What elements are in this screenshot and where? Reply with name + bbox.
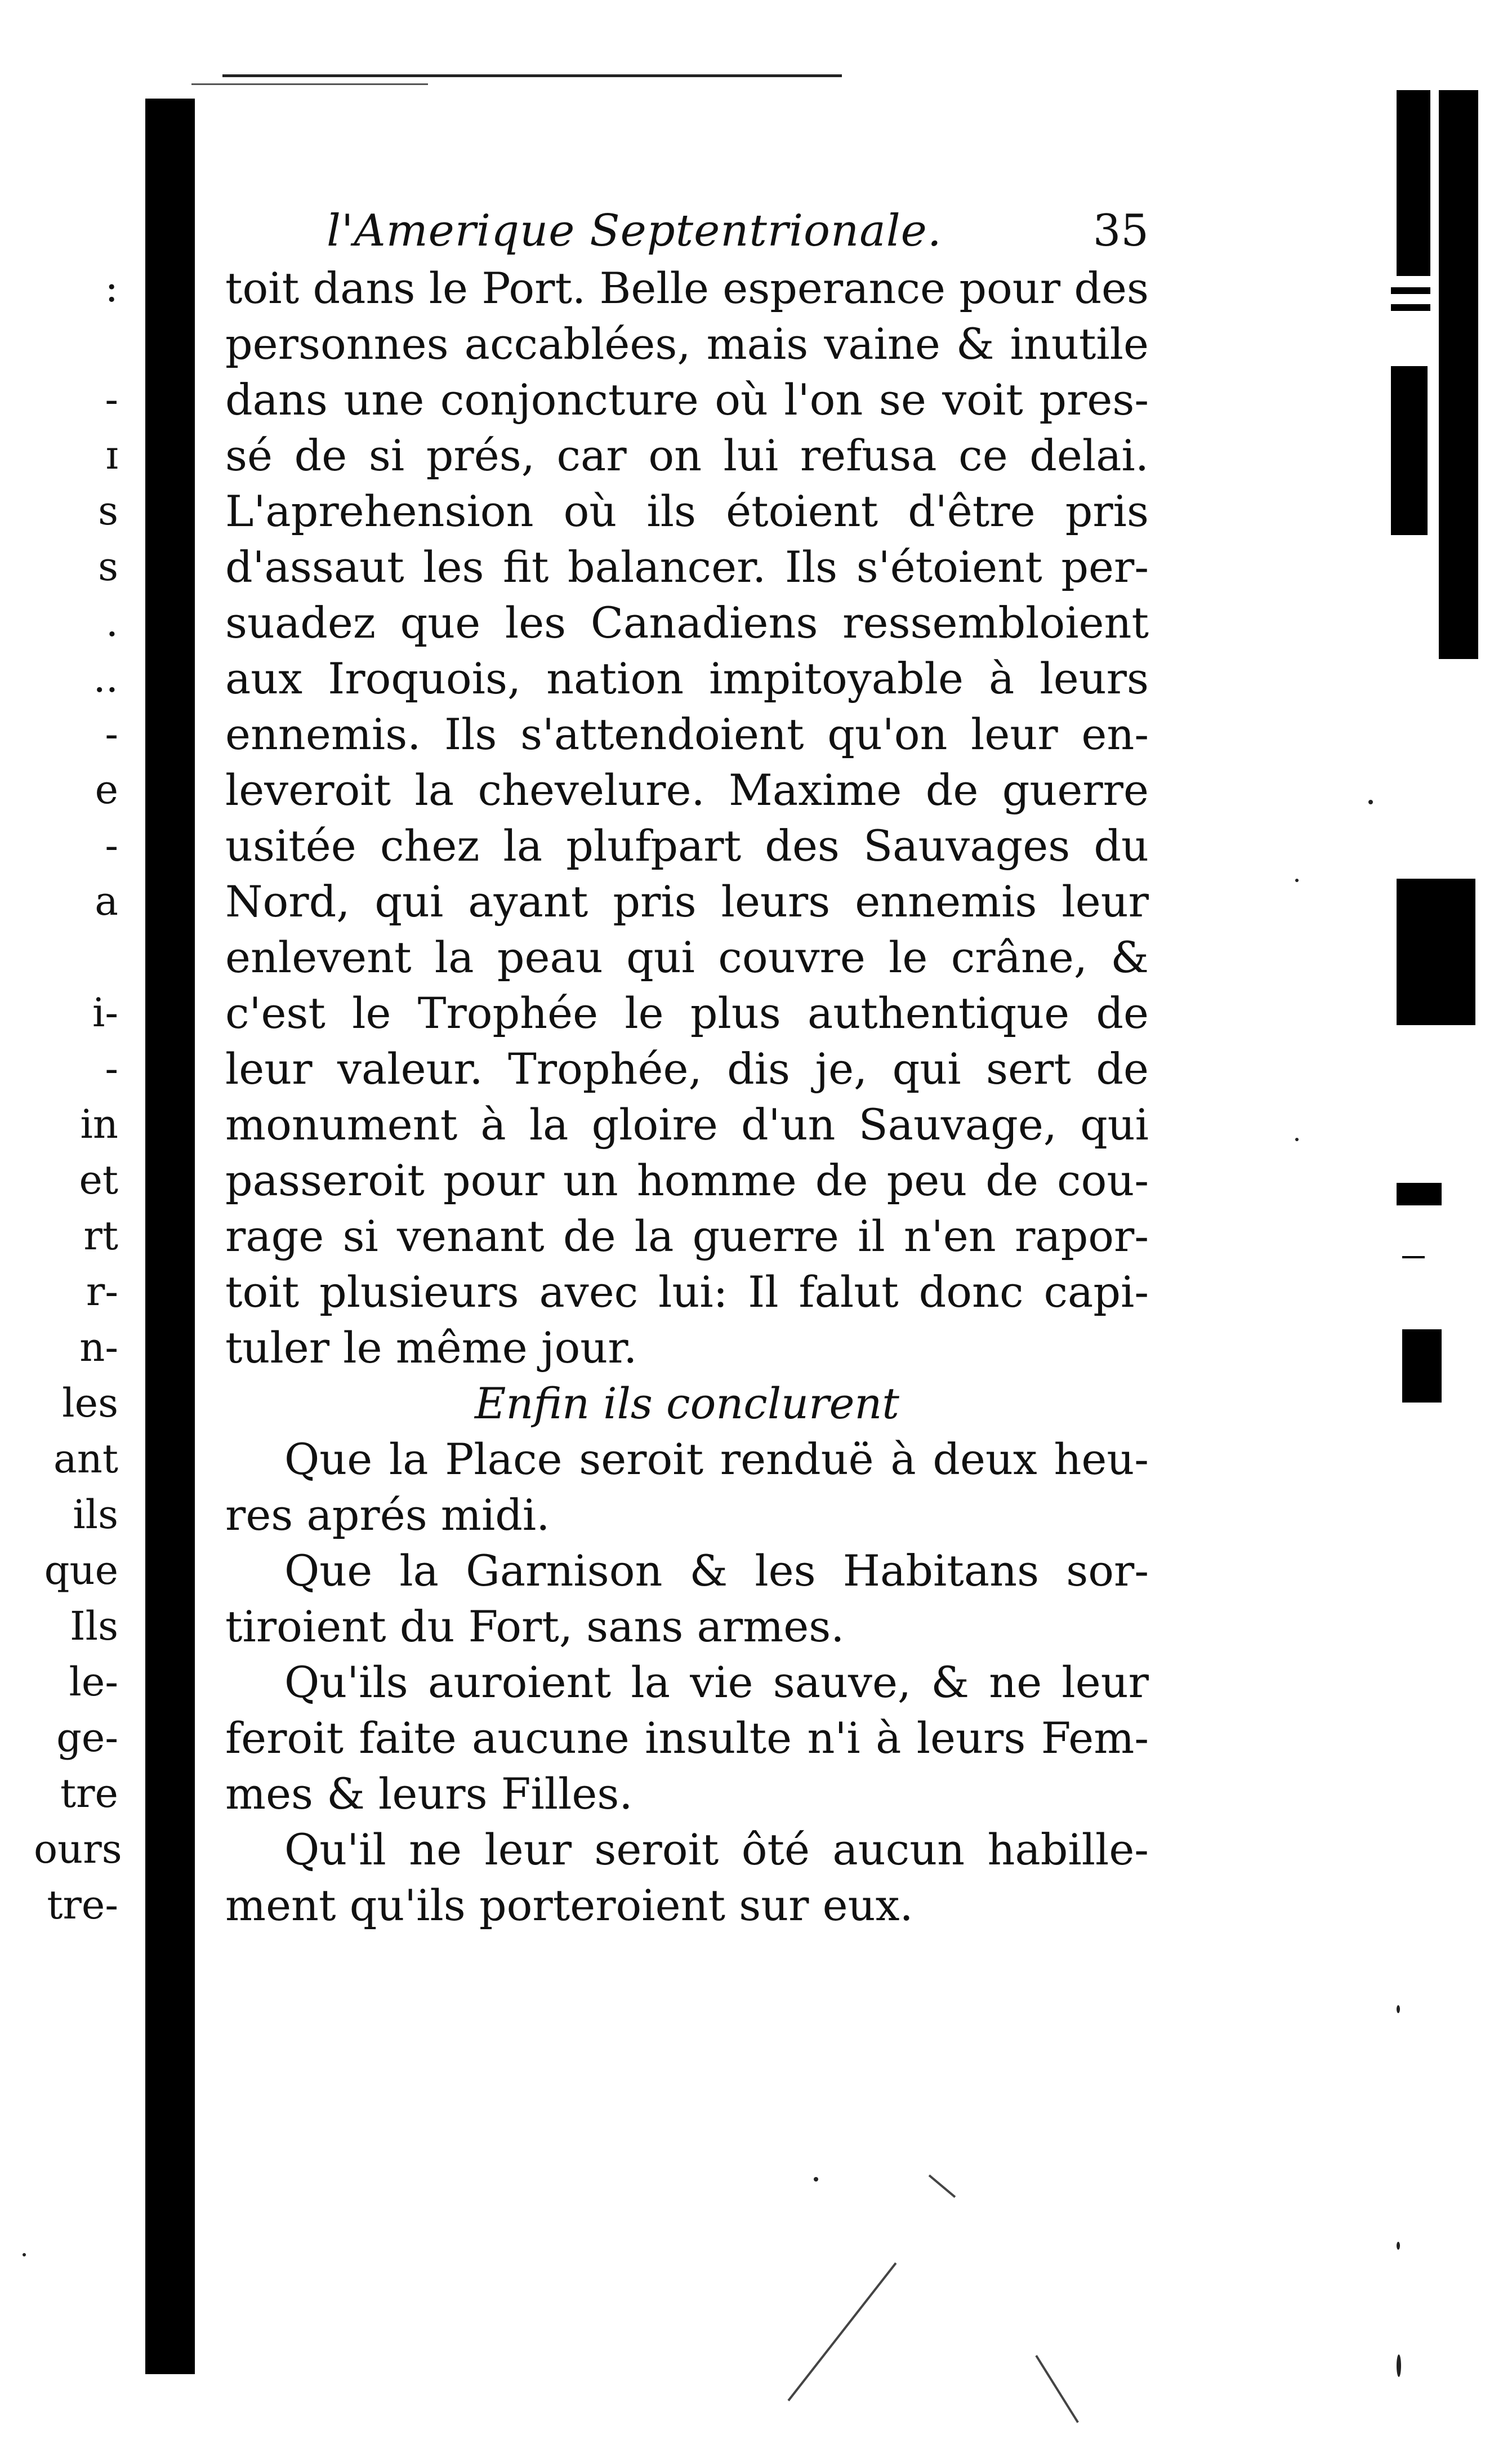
scan-speck bbox=[23, 2253, 26, 2256]
margin-fragment: tre- bbox=[47, 1882, 118, 1928]
text-line: personnes accablées, mais vaine & inutile bbox=[225, 319, 1149, 369]
text-line: tuler le même jour. bbox=[225, 1323, 637, 1373]
running-head bbox=[327, 203, 1149, 265]
text-line: ment qu'ils porteroient sur eux. bbox=[225, 1880, 913, 1930]
binding-gutter-shadow bbox=[145, 99, 195, 2374]
text-line: monument à la gloire d'un Sauvage, qui bbox=[225, 1099, 1149, 1150]
margin-fragment: Ils bbox=[70, 1603, 118, 1649]
text-line: d'assaut les fit balancer. Ils s'étoient per- bbox=[225, 542, 1149, 592]
margin-fragment: n- bbox=[79, 1324, 118, 1370]
margin-fragment: a bbox=[95, 878, 118, 924]
text-line: feroit faite aucune insulte n'i à leurs Fem- bbox=[225, 1713, 1149, 1763]
right-edge-mark bbox=[1391, 304, 1430, 311]
margin-fragment: ɪ bbox=[105, 432, 118, 478]
margin-fragment: - bbox=[105, 711, 118, 757]
text-line: res aprés midi. bbox=[225, 1490, 550, 1540]
section-heading: Enfin ils conclurent bbox=[475, 1378, 899, 1428]
scan-speck bbox=[1397, 2242, 1400, 2250]
text-line: leveroit la chevelure. Maxime de guerre bbox=[225, 765, 1149, 815]
margin-fragment: in bbox=[80, 1101, 118, 1147]
margin-fragment bbox=[34, 316, 118, 372]
text-line: mes & leurs Filles. bbox=[225, 1769, 633, 1819]
scan-speck bbox=[1368, 800, 1373, 804]
scan-scratch bbox=[929, 2174, 956, 2198]
text-line: L'aprehension où ils étoient d'être pris bbox=[225, 486, 1149, 536]
margin-fragment: - bbox=[105, 1045, 118, 1092]
margin-fragment: rt bbox=[83, 1213, 118, 1259]
margin-fragment: .. bbox=[93, 655, 118, 701]
page-number: 35 bbox=[1092, 206, 1149, 256]
scan-scratch bbox=[1035, 2355, 1079, 2423]
margin-fragment: - bbox=[105, 376, 118, 422]
body-text bbox=[225, 260, 1149, 1933]
right-edge-mark bbox=[1397, 879, 1475, 1025]
text-line: ennemis. Ils s'attendoient qu'on leur en- bbox=[225, 709, 1149, 759]
text-line: Que la Place seroit renduë à deux heu- bbox=[284, 1434, 1149, 1484]
margin-fragment: le- bbox=[69, 1659, 118, 1705]
text-line: toit dans le Port. Belle esperance pour des bbox=[225, 263, 1149, 313]
margin-fragment: s bbox=[98, 488, 118, 534]
text-line: enlevent la peau qui couvre le crâne, & bbox=[225, 932, 1149, 982]
scan-speck bbox=[1397, 2354, 1401, 2377]
scan-scratch bbox=[787, 2262, 897, 2401]
margin-fragment: ant bbox=[53, 1436, 118, 1482]
text-line: Que la Garnison & les Habitans sor- bbox=[284, 1546, 1149, 1596]
text-line: leur valeur. Trophée, dis je, qui sert de bbox=[225, 1044, 1149, 1094]
scan-top-rule-faint bbox=[191, 83, 428, 85]
margin-fragment: ours bbox=[34, 1826, 122, 1872]
margin-fragment: e bbox=[95, 767, 118, 813]
text-line: c'est le Trophée le plus authentique de bbox=[225, 988, 1149, 1038]
text-line: Nord, qui ayant pris leurs ennemis leur bbox=[225, 876, 1149, 927]
text-line: aux Iroquois, nation impitoyable à leurs bbox=[225, 653, 1149, 704]
text-line: dans une conjoncture où l'on se voit pres- bbox=[225, 375, 1149, 425]
right-edge-mark bbox=[1397, 90, 1430, 276]
text-line: Qu'il ne leur seroit ôté aucun habille- bbox=[284, 1824, 1149, 1875]
running-title: l'Amerique Septentrionale. bbox=[327, 206, 942, 256]
scan-speck bbox=[1397, 2005, 1400, 2013]
scan-speck bbox=[1295, 1138, 1299, 1141]
margin-fragment: - bbox=[105, 822, 118, 869]
margin-fragment: s bbox=[98, 544, 118, 590]
margin-fragment: et bbox=[79, 1157, 118, 1203]
margin-fragment: tre bbox=[60, 1770, 118, 1817]
margin-fragment bbox=[34, 929, 118, 985]
margin-fragment: r- bbox=[86, 1268, 118, 1315]
text-line: tiroient du Fort, sans armes. bbox=[225, 1601, 845, 1651]
text-line: Qu'ils auroient la vie sauve, & ne leur bbox=[284, 1657, 1149, 1707]
text-line: suadez que les Canadiens ressembloient bbox=[225, 598, 1149, 648]
right-edge-mark bbox=[1391, 287, 1430, 294]
scan-speck bbox=[814, 2177, 818, 2182]
scan-top-rule bbox=[222, 74, 842, 77]
margin-fragment: ge- bbox=[56, 1715, 118, 1761]
text-line: passeroit pour un homme de peu de cou- bbox=[225, 1155, 1149, 1205]
margin-fragment: i- bbox=[92, 990, 118, 1036]
facing-page-margin-fragments bbox=[34, 260, 122, 1933]
margin-fragment: que bbox=[44, 1547, 118, 1593]
text-line: rage si venant de la guerre il n'en rapor- bbox=[225, 1211, 1149, 1261]
margin-fragment: . bbox=[105, 599, 118, 645]
right-edge-mark bbox=[1402, 1329, 1442, 1403]
right-edge-mark bbox=[1391, 366, 1428, 535]
right-edge-mark bbox=[1439, 90, 1478, 659]
scan-speck bbox=[1295, 879, 1299, 882]
right-edge-mark bbox=[1402, 1256, 1425, 1258]
text-line: usitée chez la plufpart des Sauvages du bbox=[225, 821, 1149, 871]
margin-fragment: les bbox=[62, 1380, 118, 1426]
text-line: toit plusieurs avec lui: Il falut donc capi- bbox=[225, 1267, 1149, 1317]
right-edge-mark bbox=[1397, 1183, 1442, 1205]
margin-fragment: : bbox=[105, 265, 118, 311]
text-line: sé de si prés, car on lui refusa ce delai. bbox=[225, 430, 1149, 480]
margin-fragment: ils bbox=[73, 1492, 118, 1538]
